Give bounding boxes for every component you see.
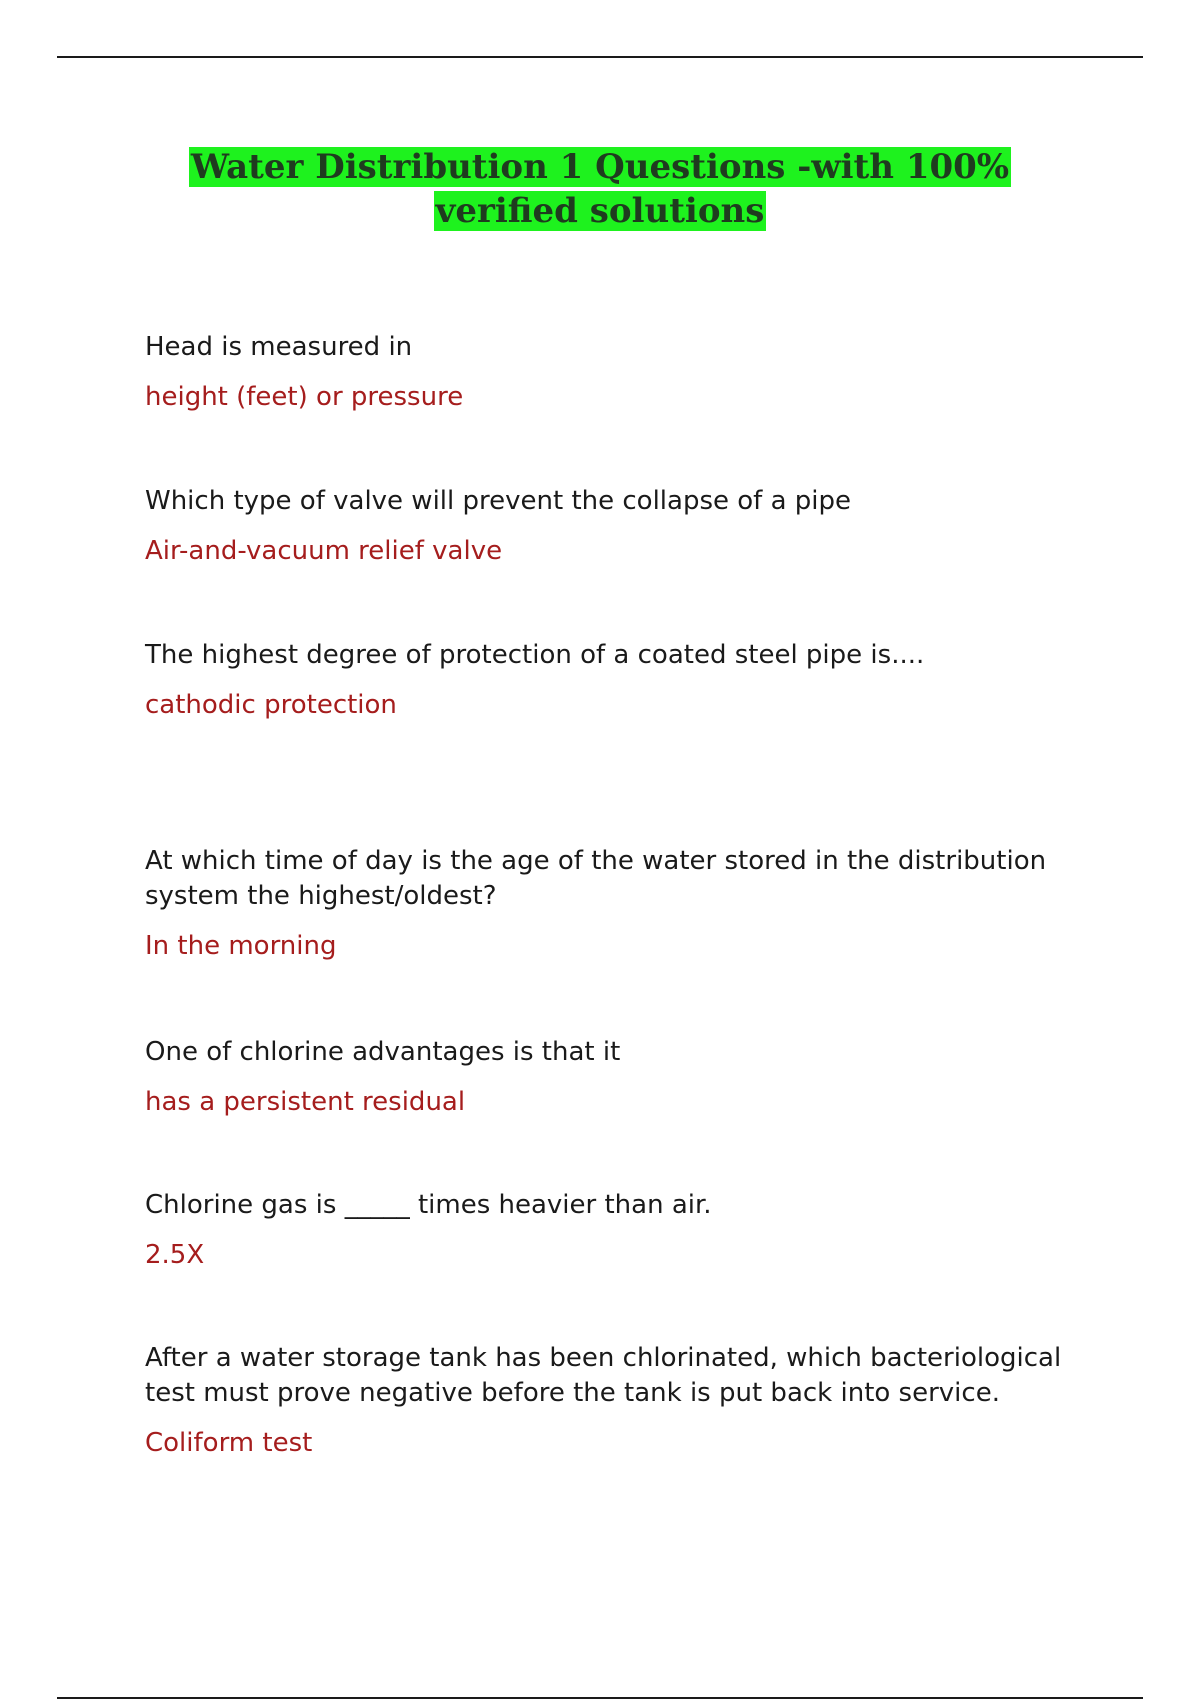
- top-rule: [57, 56, 1143, 58]
- qa-item-5: [145, 1035, 1075, 1120]
- qa-item-4: [145, 844, 1075, 964]
- qa-item-1: [145, 330, 1075, 415]
- question-7: After a water storage tank has been chlorinated, which bacteriological test must prove negative before the tank is put back into service.: [145, 1343, 1062, 1408]
- qa-item-6: [145, 1188, 1075, 1273]
- question-1: Head is measured in: [145, 332, 413, 362]
- question-4: At which time of day is the age of the water stored in the distribution system the highest/oldest?: [145, 846, 1047, 911]
- answer-3: cathodic protection: [145, 690, 397, 720]
- bottom-rule: [57, 1697, 1143, 1699]
- question-5: One of chlorine advantages is that it: [145, 1037, 621, 1067]
- question-2: Which type of valve will prevent the collapse of a pipe: [145, 486, 852, 516]
- qa-item-3: [145, 638, 1075, 723]
- question-3: The highest degree of protection of a coated steel pipe is....: [145, 640, 925, 670]
- question-6: Chlorine gas is _____ times heavier than air.: [145, 1190, 712, 1220]
- answer-1: height (feet) or pressure: [145, 382, 464, 412]
- document-title-block: [150, 145, 1050, 233]
- answer-4: In the morning: [145, 931, 337, 961]
- answer-5: has a persistent residual: [145, 1087, 466, 1117]
- qa-item-7: [145, 1341, 1075, 1461]
- answer-6: 2.5X: [145, 1240, 205, 1270]
- qa-item-2: [145, 484, 1075, 569]
- answer-2: Air-and-vacuum relief valve: [145, 536, 503, 566]
- answer-7: Coliform test: [145, 1428, 313, 1458]
- document-title: Water Distribution 1 Questions -with 100% verified solutions: [190, 147, 1010, 231]
